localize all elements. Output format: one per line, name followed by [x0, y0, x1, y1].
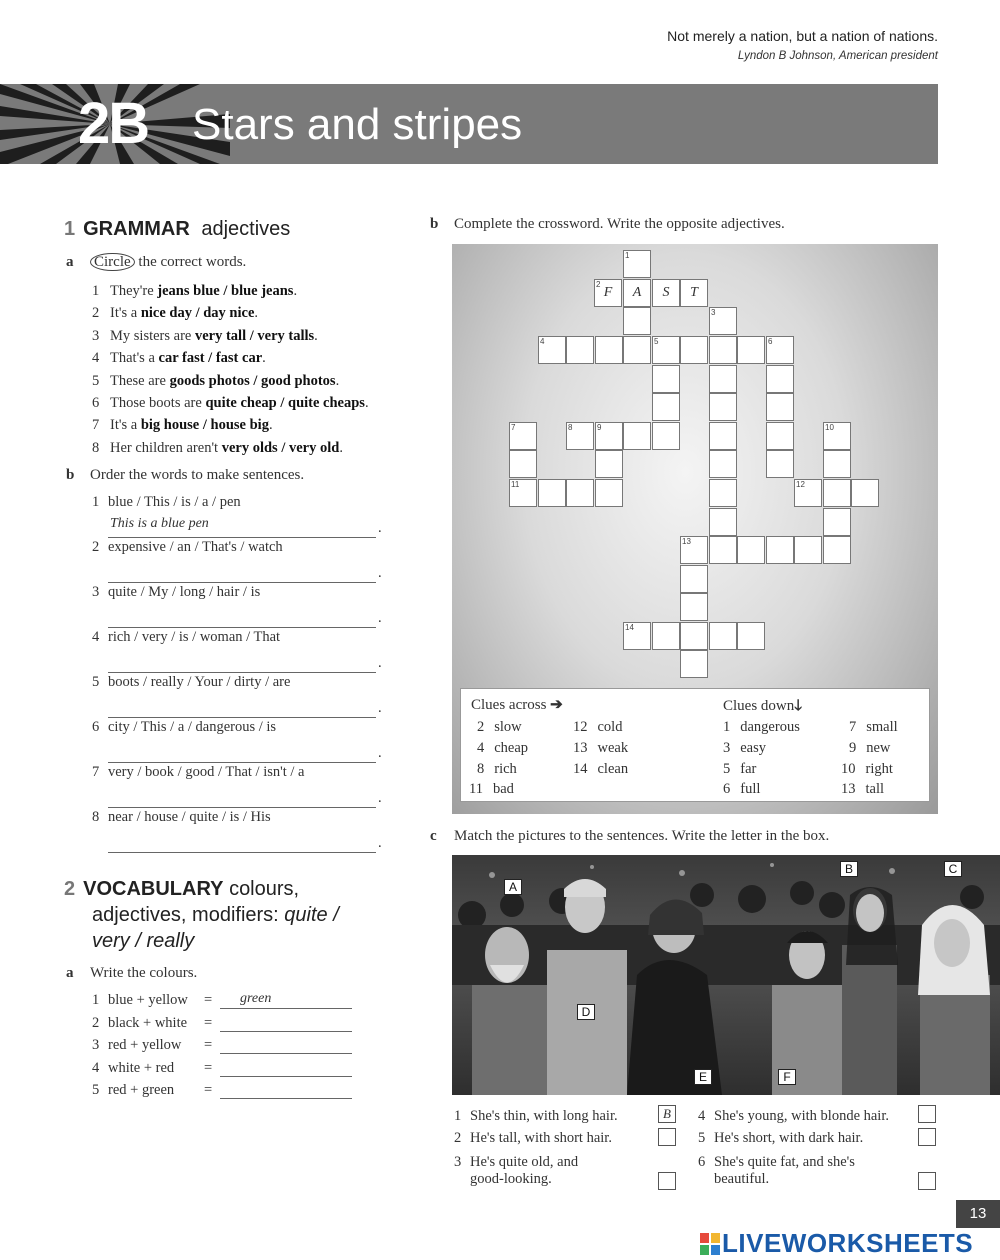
answer-box[interactable]: [918, 1128, 936, 1146]
clue-number: 6: [768, 337, 773, 346]
crossword-cell[interactable]: [652, 422, 680, 450]
equals-sign: =: [204, 1059, 213, 1076]
answer-input[interactable]: [108, 563, 376, 583]
page-number: 13: [956, 1200, 1000, 1228]
grammar-list: [92, 280, 369, 459]
clue-down: [723, 740, 766, 757]
picture-label-f: F: [778, 1069, 796, 1085]
crossword-cell[interactable]: [623, 250, 651, 278]
crossword-cell[interactable]: [538, 479, 566, 507]
arrow-right-icon: ➔: [550, 697, 563, 713]
colour-expression: red + yellow: [108, 1037, 182, 1053]
clue-word: tall: [865, 781, 885, 797]
clue-number: 10: [841, 761, 856, 777]
crossword-cell[interactable]: [680, 650, 708, 678]
clues-across-heading: Clues across ➔: [471, 697, 563, 713]
clue-number: 5: [654, 337, 659, 346]
full-stop: .: [378, 790, 382, 806]
item-choice[interactable]: nice day / day nice: [140, 305, 255, 322]
answer-input[interactable]: [220, 1076, 352, 1077]
section-1-heading: 1 GRAMMAR adjectives: [64, 218, 291, 240]
answer-input[interactable]: [108, 608, 376, 628]
answer-box[interactable]: B: [658, 1105, 676, 1123]
clue-number: 8: [568, 423, 573, 432]
clue-word: weak: [597, 740, 629, 756]
answer-box[interactable]: [658, 1172, 676, 1190]
clue-across: [477, 740, 528, 757]
match-sentence: [698, 1108, 889, 1125]
clue-across: [573, 719, 622, 736]
clue-down: [723, 719, 800, 736]
full-stop: .: [378, 610, 382, 626]
section-2-heading: 2 VOCABULARY colours, adjectives, modifiers: quite / very / really: [64, 878, 339, 952]
clue-number: 12: [796, 480, 805, 489]
order-item: [92, 629, 392, 671]
item-punct: .: [254, 305, 259, 322]
scrambled-words: city / This / a / dangerous / is: [108, 719, 277, 735]
crossword-cell[interactable]: [623, 279, 651, 307]
arrow-down-icon: 🡓: [794, 698, 803, 714]
item-choice[interactable]: very tall / very talls: [194, 327, 315, 344]
item-number: 2: [454, 1130, 462, 1146]
answer-box[interactable]: [918, 1105, 936, 1123]
crossword-cell[interactable]: [766, 450, 794, 478]
item-number: 1: [92, 283, 100, 299]
item-choice[interactable]: big house / house big: [140, 417, 269, 434]
colour-item: [92, 1059, 213, 1077]
sentence-text-cont: beautiful.: [714, 1171, 770, 1187]
answer-input[interactable]: [108, 833, 376, 853]
clue-number: 2: [596, 280, 601, 289]
equals-sign: =: [204, 992, 213, 1008]
crossword-cell[interactable]: [823, 536, 851, 564]
party-people-image: [452, 855, 1000, 1095]
clue-number: 7: [849, 719, 857, 735]
grammar-item: [92, 302, 369, 324]
item-number: 3: [92, 1037, 100, 1053]
colour-expression: blue + yellow: [108, 992, 188, 1008]
exercise-1b-instruction: b Order the words to make sentences.: [66, 467, 305, 483]
item-number: 1: [92, 494, 100, 510]
clue-number: 7: [511, 423, 516, 432]
crossword-cell[interactable]: [766, 422, 794, 450]
item-number: 2: [92, 305, 100, 322]
clue-across: [477, 719, 522, 736]
clue-word: cold: [597, 719, 623, 735]
liveworksheets-icon: [700, 1233, 720, 1255]
grammar-item: [92, 370, 369, 392]
filled-letter: S: [662, 285, 670, 300]
clue-across: [477, 761, 517, 778]
full-stop: .: [378, 835, 382, 851]
answer-box[interactable]: [918, 1172, 936, 1190]
crossword-cell[interactable]: [509, 479, 537, 507]
item-number: 4: [92, 350, 100, 367]
clue-number: 13: [573, 740, 588, 756]
clue-across: [573, 740, 628, 757]
item-number: 5: [698, 1130, 706, 1146]
grammar-item: [92, 280, 369, 302]
answer-input[interactable]: [220, 1098, 352, 1099]
clue-number: 3: [723, 740, 731, 756]
scrambled-words: very / book / good / That / isn't / a: [108, 764, 305, 780]
crossword-cell[interactable]: [794, 536, 822, 564]
scrambled-words: rich / very / is / woman / That: [108, 629, 281, 645]
colour-expression: red + green: [108, 1082, 175, 1098]
item-number: 2: [92, 539, 100, 555]
crossword-cell[interactable]: [623, 622, 651, 650]
clue-number: 13: [841, 781, 856, 797]
order-item: [92, 584, 392, 626]
filled-letter: F: [603, 285, 613, 300]
crossword-cell[interactable]: [595, 336, 623, 364]
answer-input[interactable]: [220, 1053, 352, 1054]
item-punct: .: [335, 372, 340, 389]
crossword-cell[interactable]: [823, 508, 851, 536]
crossword-cell[interactable]: [566, 479, 594, 507]
clue-number: 14: [625, 623, 634, 632]
clue-word: new: [866, 740, 891, 756]
item-text: These are: [110, 372, 170, 389]
answer-input[interactable]: [108, 743, 376, 763]
crossword-cell[interactable]: [823, 479, 851, 507]
grammar-item: [92, 325, 369, 347]
equals-sign: =: [204, 1082, 213, 1098]
item-number: 5: [92, 674, 100, 690]
crossword-cell[interactable]: [737, 336, 765, 364]
item-choice[interactable]: car fast / fast car: [158, 350, 263, 367]
item-number: 7: [92, 764, 100, 780]
item-number: 3: [454, 1154, 462, 1170]
epigraph: [667, 28, 938, 62]
clue-word: bad: [492, 781, 514, 797]
clues-down-heading: Clues down🡓: [723, 698, 803, 714]
crossword-cell[interactable]: [709, 336, 737, 364]
crossword-cell[interactable]: [623, 307, 651, 335]
crossword-cell[interactable]: [680, 536, 708, 564]
full-stop: .: [378, 700, 382, 716]
crossword-cell[interactable]: [652, 279, 680, 307]
sentence-text: He's quite old, and: [470, 1154, 579, 1170]
crossword-cell[interactable]: [709, 393, 737, 421]
item-number: 6: [698, 1154, 706, 1170]
crossword-cell[interactable]: [823, 422, 851, 450]
exercise-2a-instruction: a Write the colours.: [66, 965, 198, 981]
clue-across: [573, 761, 628, 778]
colour-item: [92, 991, 272, 1009]
item-punct: .: [293, 283, 298, 299]
clue-word: easy: [740, 740, 767, 756]
colour-expression: black + white: [108, 1014, 188, 1031]
crossword-cell[interactable]: [680, 622, 708, 650]
clue-word: small: [866, 719, 898, 735]
colour-item: [92, 1014, 213, 1032]
clue-number: 1: [625, 251, 630, 260]
clue-word: clean: [597, 761, 629, 777]
crossword-cell[interactable]: [566, 422, 594, 450]
match-sentence: [698, 1154, 855, 1188]
unit-title: Stars and stripes: [192, 100, 523, 149]
crossword-cell[interactable]: [652, 622, 680, 650]
order-item: [92, 719, 392, 761]
circle-word: Circle: [90, 253, 135, 271]
order-item: [92, 674, 392, 716]
item-choice[interactable]: quite cheap / quite cheaps: [205, 395, 365, 412]
unit-number: 2B: [78, 91, 149, 156]
match-sentence: [454, 1154, 578, 1188]
clue-number: 3: [711, 308, 716, 317]
item-number: 5: [92, 372, 100, 389]
crossword-cell[interactable]: [766, 336, 794, 364]
order-item: [92, 809, 392, 851]
clue-down: [849, 740, 890, 757]
filled-letter: T: [690, 285, 698, 300]
item-number: 3: [92, 327, 100, 344]
item-number: 1: [92, 992, 100, 1008]
clue-down: [841, 781, 884, 798]
item-text: It's a: [110, 305, 141, 322]
crossword-cell[interactable]: [680, 593, 708, 621]
answer-input[interactable]: [220, 1031, 352, 1032]
brand-logo: LIVEWORKSHEETS: [700, 1228, 973, 1259]
item-punct: .: [268, 417, 273, 434]
sentence-text: She's quite fat, and she's: [714, 1154, 855, 1170]
crossword-cell[interactable]: [652, 393, 680, 421]
clue-across: [469, 781, 514, 798]
party-illustration: [452, 855, 1000, 1095]
crossword-cell[interactable]: [652, 365, 680, 393]
clue-word: full: [740, 781, 761, 797]
item-text: Her children aren't: [110, 439, 222, 456]
item-punct: .: [364, 395, 369, 412]
crossword-cell[interactable]: [595, 479, 623, 507]
item-number: 3: [92, 584, 100, 600]
item-text: Those boots are: [110, 395, 206, 412]
answer-input[interactable]: [108, 698, 376, 718]
crossword-cell[interactable]: [595, 422, 623, 450]
full-stop: .: [378, 520, 382, 536]
clue-down: [849, 719, 898, 736]
item-choice[interactable]: jeans blue / blue jeans: [157, 283, 294, 299]
answer-text: green: [240, 991, 272, 1006]
grammar-item: [92, 414, 369, 436]
full-stop: .: [378, 565, 382, 581]
clue-number: 4: [477, 740, 485, 756]
crossword-cell[interactable]: [680, 336, 708, 364]
item-punct: .: [262, 350, 266, 367]
sentence-text: She's young, with blonde hair.: [714, 1108, 889, 1124]
clue-number: 4: [540, 337, 545, 346]
item-text: That's a: [110, 350, 159, 367]
clue-number: 1: [723, 719, 731, 735]
clue-word: dangerous: [740, 719, 800, 735]
item-number: 7: [92, 417, 100, 434]
clue-word: far: [740, 761, 757, 777]
item-number: 8: [92, 809, 100, 825]
scrambled-words: blue / This / is / a / pen: [108, 494, 241, 510]
exercise-b-crossword-instruction: b Complete the crossword. Write the opposite adjectives.: [430, 216, 785, 232]
order-item: [92, 494, 392, 536]
crossword-cell[interactable]: [623, 336, 651, 364]
clue-word: rich: [494, 761, 517, 777]
filled-letter: A: [632, 285, 642, 300]
sentence-text: He's short, with dark hair.: [714, 1130, 864, 1146]
clue-number: 11: [469, 781, 483, 797]
clue-number: 9: [597, 423, 602, 432]
crossword-cell[interactable]: [766, 393, 794, 421]
colour-item: [92, 1037, 213, 1054]
exercise-c-instruction: c Match the pictures to the sentences. Write the letter in the box.: [430, 828, 830, 844]
clue-down: [723, 781, 760, 798]
clue-number: 8: [477, 761, 485, 777]
equals-sign: =: [204, 1014, 213, 1031]
sentence-text-cont: good-looking.: [470, 1171, 552, 1187]
item-number: 4: [92, 1059, 100, 1076]
crossword-cell[interactable]: [737, 536, 765, 564]
clue-word: right: [865, 761, 893, 777]
grammar-item: [92, 437, 369, 459]
clue-number: 5: [723, 761, 731, 777]
equals-sign: =: [204, 1037, 213, 1053]
crossword-cell[interactable]: [766, 536, 794, 564]
match-sentence: [698, 1130, 863, 1147]
item-punct: .: [339, 439, 343, 456]
clue-number: 11: [511, 480, 520, 489]
scrambled-words: expensive / an / That's / watch: [108, 539, 283, 555]
clue-number: 6: [723, 781, 731, 797]
item-number: 1: [454, 1108, 462, 1124]
match-sentence: [454, 1130, 612, 1147]
item-punct: .: [314, 327, 318, 344]
quote-text: Not merely a nation, but a nation of nations.: [667, 28, 938, 44]
clue-number: 13: [682, 537, 691, 546]
clue-word: cheap: [494, 740, 529, 756]
crossword-cell[interactable]: [623, 422, 651, 450]
item-text: They're: [110, 283, 158, 299]
crossword-cell[interactable]: [566, 336, 594, 364]
clue-number: 9: [849, 740, 857, 756]
crossword-cell[interactable]: [709, 536, 737, 564]
exercise-1a-instruction: a Circle the correct words.: [66, 254, 247, 270]
grammar-item: [92, 347, 369, 369]
crossword-cell[interactable]: [851, 479, 879, 507]
item-number: 4: [698, 1108, 706, 1124]
crossword-cell[interactable]: [794, 479, 822, 507]
item-number: 4: [92, 629, 100, 645]
crossword-cell[interactable]: [709, 307, 737, 335]
sentence-text: He's tall, with short hair.: [470, 1130, 612, 1146]
crossword-cell[interactable]: [680, 279, 708, 307]
crossword-cell[interactable]: [652, 336, 680, 364]
order-item: [92, 764, 392, 806]
clue-number: 14: [573, 761, 588, 777]
crossword-cell[interactable]: [509, 450, 537, 478]
item-number: 2: [92, 1014, 100, 1031]
picture-label-b: B: [840, 861, 858, 877]
quote-author: Lyndon B Johnson, American president: [737, 50, 938, 62]
item-number: 6: [92, 719, 100, 735]
item-number: 5: [92, 1082, 100, 1098]
crossword-clues: [460, 688, 930, 802]
answer-input[interactable]: [220, 1008, 352, 1009]
item-text: It's a: [110, 417, 141, 434]
crossword-cell[interactable]: [823, 450, 851, 478]
crossword-cell[interactable]: [680, 565, 708, 593]
grammar-item: [92, 392, 369, 414]
item-number: 8: [92, 439, 100, 456]
crossword-cell[interactable]: [709, 450, 737, 478]
unit-banner: [0, 84, 938, 164]
crossword-cell[interactable]: [709, 622, 737, 650]
colour-item: [92, 1082, 213, 1099]
crossword-cell[interactable]: [594, 279, 622, 307]
answer-input[interactable]: [108, 788, 376, 808]
crossword-cell[interactable]: [538, 336, 566, 364]
item-number: 6: [92, 395, 100, 412]
answer-input[interactable]: [108, 653, 376, 673]
crossword-cell[interactable]: [709, 508, 737, 536]
answer-box[interactable]: [658, 1128, 676, 1146]
item-choice[interactable]: goods photos / good photos: [169, 372, 336, 389]
scrambled-words: boots / really / Your / dirty / are: [108, 674, 291, 690]
item-text: My sisters are: [110, 327, 195, 344]
crossword-cell[interactable]: [709, 479, 737, 507]
full-stop: .: [378, 655, 382, 671]
picture-label-e: E: [694, 1069, 712, 1085]
scrambled-words: near / house / quite / is / His: [108, 809, 271, 825]
full-stop: .: [378, 745, 382, 761]
crossword-cell[interactable]: [509, 422, 537, 450]
colour-expression: white + red: [108, 1059, 175, 1076]
picture-label-d: D: [577, 1004, 595, 1020]
crossword-cell[interactable]: [737, 622, 765, 650]
crossword-cell[interactable]: [766, 365, 794, 393]
crossword-cell[interactable]: [709, 422, 737, 450]
clue-down: [841, 761, 893, 778]
clue-number: 10: [825, 423, 834, 432]
crossword-cell[interactable]: [709, 365, 737, 393]
clue-word: slow: [494, 719, 522, 735]
picture-label-a: A: [504, 879, 522, 895]
crossword-cell[interactable]: [595, 450, 623, 478]
answer-text: This is a blue pen: [110, 516, 209, 531]
item-choice[interactable]: very olds / very old: [221, 439, 340, 456]
clue-down: [723, 761, 756, 778]
sentence-text: She's thin, with long hair.: [470, 1108, 618, 1124]
clue-number: 12: [573, 719, 588, 735]
match-sentence: [454, 1108, 618, 1125]
order-item: [92, 539, 392, 581]
scrambled-words: quite / My / long / hair / is: [108, 584, 261, 600]
clue-number: 2: [477, 719, 485, 735]
picture-label-c: C: [944, 861, 962, 877]
